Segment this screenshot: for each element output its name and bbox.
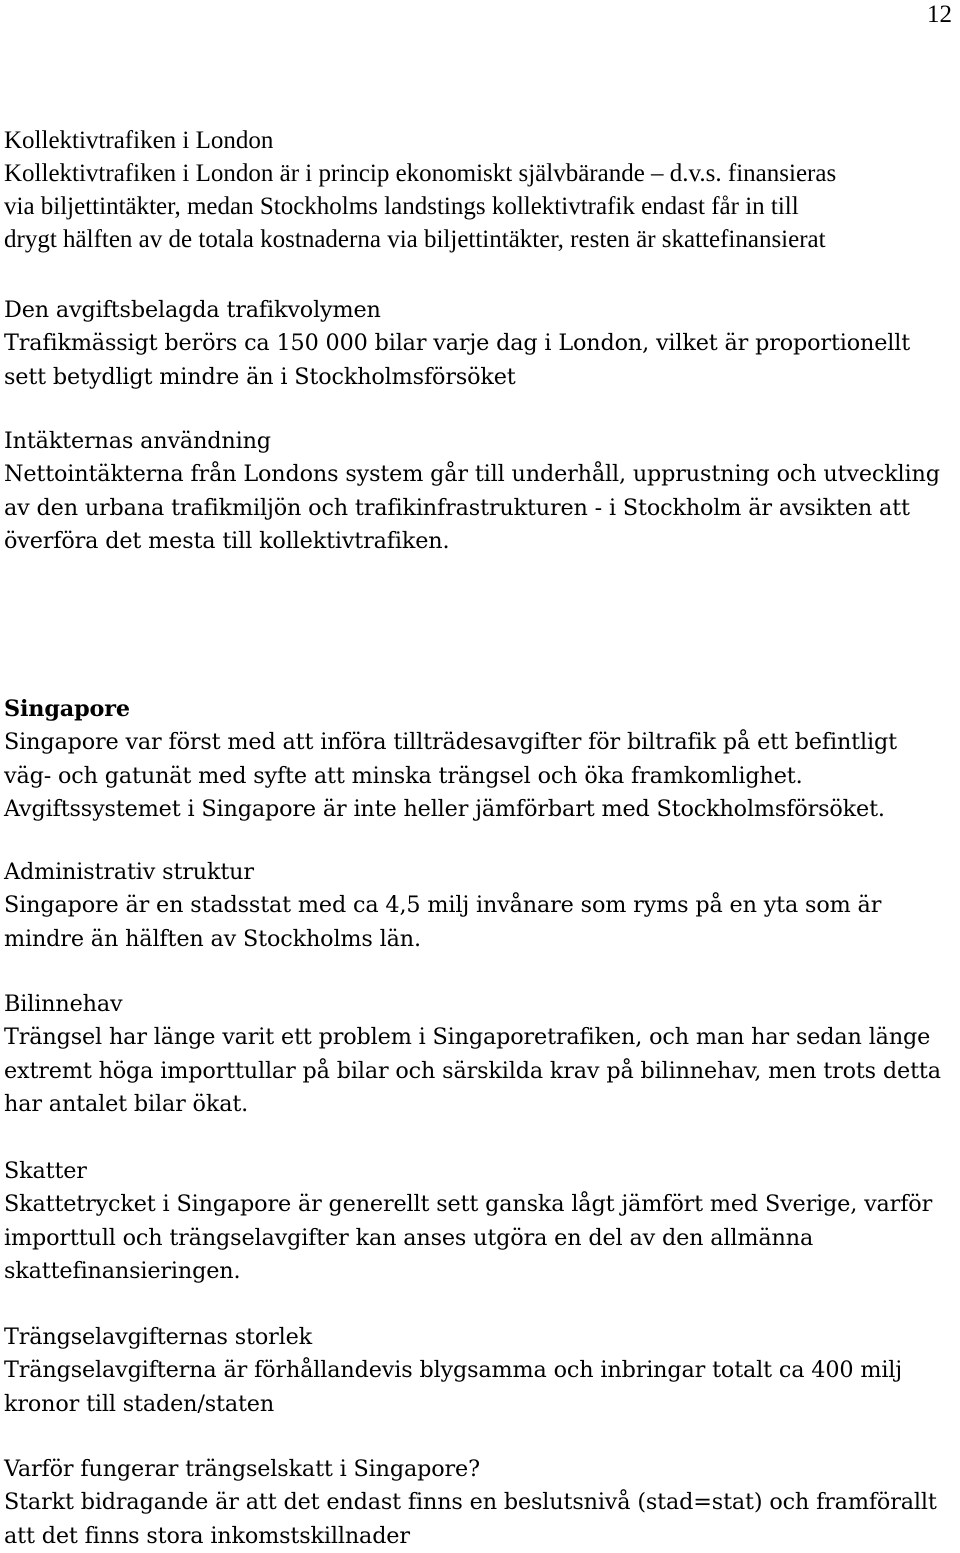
paragraph-line: importtull och trängselavgifter kan anses utgöra en del av den allmänna xyxy=(4,1224,814,1251)
paragraph-line: väg- och gatunät med syfte att minska trängsel och öka framkomlighet. xyxy=(4,762,803,789)
section-heading: Administrativ struktur xyxy=(4,859,254,885)
paragraph-line: har antalet bilar ökat. xyxy=(4,1091,249,1118)
section-traffic-volume xyxy=(4,294,960,394)
paragraph-line: skattefinansieringen. xyxy=(4,1258,241,1285)
paragraph-line: av den urbana trafikmiljön och trafikinfrastrukturen - i Stockholm är avsikten att xyxy=(4,494,910,521)
section-heading: Kollektivtrafiken i London xyxy=(4,127,274,154)
paragraph-line: Avgiftssystemet i Singapore är inte heller jämförbart med Stockholmsförsöket. xyxy=(4,796,885,823)
paragraph-line: Trängselavgifterna är förhållandevis blygsamma och inbringar totalt ca 400 milj xyxy=(4,1357,903,1384)
section-london-intro xyxy=(4,124,960,256)
paragraph-line: kronor till staden/staten xyxy=(4,1390,275,1417)
section-revenue-use xyxy=(4,425,960,559)
paragraph-line: Singapore är en stadsstat med ca 4,5 milj invånare som ryms på en yta som är xyxy=(4,892,882,919)
paragraph-line: Starkt bidragande är att det endast finns en beslutsnivå (stad=stat) och framförallt xyxy=(4,1489,937,1516)
paragraph-line: Kollektivtrafiken i London är i princip ekonomiskt självbärande – d.v.s. finansieras xyxy=(4,160,837,187)
paragraph-line: Singapore var först med att införa tillträdesavgifter för biltrafik på ett befintligt xyxy=(4,729,897,756)
section-heading: Singapore xyxy=(4,696,130,722)
section-heading: Skatter xyxy=(4,1158,87,1184)
section-singapore xyxy=(4,693,960,827)
section-heading: Bilinnehav xyxy=(4,991,123,1017)
paragraph-line: mindre än hälften av Stockholms län. xyxy=(4,925,421,952)
section-admin-structure xyxy=(4,856,960,956)
section-heading: Den avgiftsbelagda trafikvolymen xyxy=(4,297,381,323)
section-heading: Intäkternas användning xyxy=(4,428,271,454)
paragraph-line: Nettointäkterna från Londons system går till underhåll, upprustning och utveckling xyxy=(4,461,940,488)
section-taxes xyxy=(4,1155,960,1289)
paragraph-line: Skattetrycket i Singapore är generellt sett ganska lågt jämfört med Sverige, varför xyxy=(4,1191,933,1218)
paragraph-line: extremt höga importtullar på bilar och särskilda krav på bilinnehav, men trots detta xyxy=(4,1057,941,1084)
paragraph-line: Trafikmässigt berörs ca 150 000 bilar varje dag i London, vilket är proportionellt xyxy=(4,330,911,357)
page-number: 12 xyxy=(927,1,952,28)
paragraph-line: sett betydligt mindre än i Stockholmsförsöket xyxy=(4,363,516,390)
paragraph-line: drygt hälften av de totala kostnaderna via biljettintäkter, resten är skattefinansierat xyxy=(4,226,826,253)
paragraph-line: via biljettintäkter, medan Stockholms landstings kollektivtrafik endast får in till xyxy=(4,193,799,220)
section-heading: Varför fungerar trängselskatt i Singapore? xyxy=(4,1456,480,1482)
paragraph-line: att det finns stora inkomstskillnader xyxy=(4,1522,410,1549)
section-why-works xyxy=(4,1453,960,1553)
section-fee-size xyxy=(4,1321,960,1421)
paragraph-line: överföra det mesta till kollektivtrafiken. xyxy=(4,528,450,555)
section-car-ownership xyxy=(4,988,960,1122)
section-heading: Trängselavgifternas storlek xyxy=(4,1324,313,1350)
paragraph-line: Trängsel har länge varit ett problem i Singaporetrafiken, och man har sedan länge xyxy=(4,1024,931,1051)
